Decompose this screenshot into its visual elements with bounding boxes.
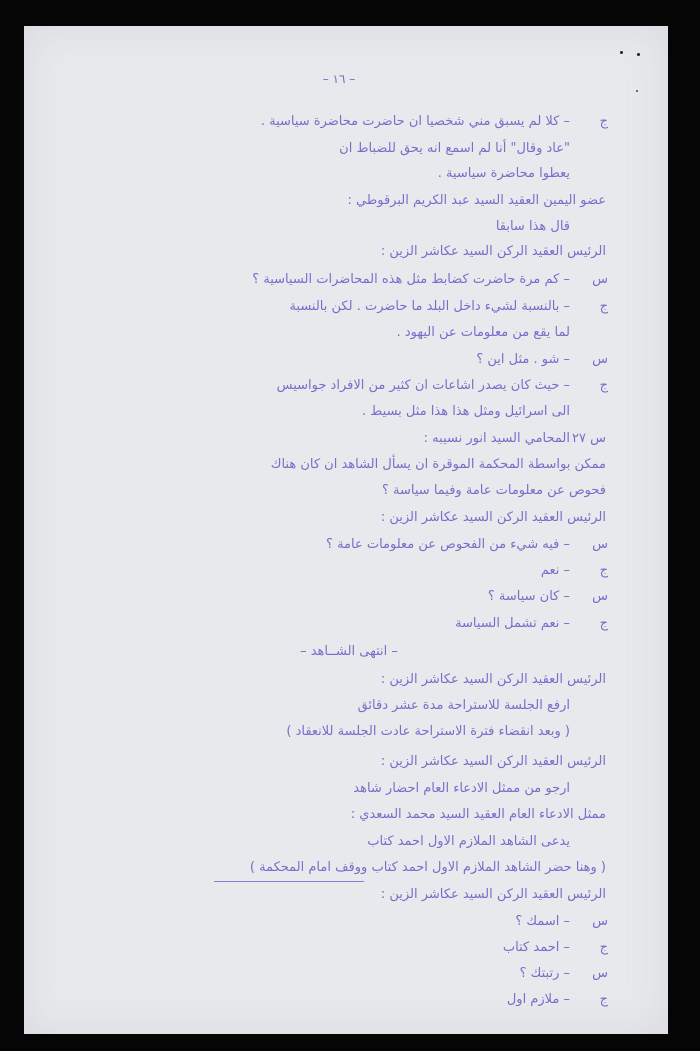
answer-marker: ج — [599, 563, 608, 578]
speaker-heading: الرئيس العقيد الركن السيد عكاشر الزين : — [380, 887, 606, 902]
answer-marker: ج — [599, 940, 608, 955]
text-line: فحوص عن معلومات عامة وفيما سياسة ؟ — [382, 483, 606, 498]
speaker-heading: الرئيس العقيد الركن السيد عكاشر الزين : — [380, 754, 606, 769]
question-line: – رتبتك ؟ — [519, 966, 570, 981]
question-marker: س — [592, 966, 608, 981]
text-line: لما يقع من معلومات عن اليهود . — [396, 325, 570, 340]
text-line: يعطوا محاضرة سياسية . — [437, 166, 570, 181]
question-line: – كم مرة حاضرت كضابط مثل هذه المحاضرات السياسية ؟ — [252, 272, 570, 287]
speaker-heading: عضو اليمين العقيد السيد عبد الكريم البرقوطي : — [347, 193, 606, 208]
speaker-heading: ممثل الادعاء العام العقيد السيد محمد السعدي : — [350, 807, 606, 822]
answer-marker: ج — [599, 992, 608, 1007]
answer-line: – نعم تشمل السياسة — [455, 616, 570, 631]
speaker-heading: الرئيس العقيد الركن السيد عكاشر الزين : — [380, 244, 606, 259]
parenthetical-line: ( وهنا حضر الشاهد الملازم الاول احمد كتاب ووقف امام المحكمة ) — [249, 860, 606, 875]
answer-line: – احمد كتاب — [502, 940, 570, 955]
question-line: – كان سياسة ؟ — [487, 589, 570, 604]
question-marker: س ٢٧ — [572, 431, 606, 446]
speaker-heading: الرئيس العقيد الركن السيد عكاشر الزين : — [380, 672, 606, 687]
question-marker: س — [592, 914, 608, 929]
witness-end-marker: – انتهى الشــاهد – — [300, 644, 398, 659]
answer-line: – نعم — [540, 563, 570, 578]
text-line: "عاد وقال" أنا لم اسمع انه يحق للضباط ان — [339, 141, 570, 156]
text-line: الى اسرائيل ومثل هذا هذا مثل بسيط . — [362, 404, 570, 419]
answer-marker: ج — [599, 378, 608, 393]
text-line: ممكن بواسطة المحكمة الموقرة ان يسأل الشاهد ان كان هناك — [270, 457, 606, 472]
answer-marker: ج — [599, 299, 608, 314]
answer-line: – بالنسبة لشيء داخل البلد ما حاضرت . لكن بالنسبة — [289, 299, 570, 314]
question-marker: س — [592, 537, 608, 552]
question-line: – فيه شيء من الفحوص عن معلومات عامة ؟ — [326, 537, 570, 552]
question-marker: س — [592, 352, 608, 367]
answer-line: – كلا لم يسبق مني شخصيا ان حاضرت محاضرة سياسية . — [260, 114, 570, 129]
question-line: – اسمك ؟ — [515, 914, 570, 929]
answer-marker: ج — [599, 616, 608, 631]
text-line: ارجو من ممثل الادعاء العام احضار شاهد — [353, 781, 570, 796]
question-line: – شو . مثل اين ؟ — [476, 352, 570, 367]
answer-marker: ج — [599, 114, 608, 129]
text-line: يدعى الشاهد الملازم الاول احمد كتاب — [367, 834, 570, 849]
question-marker: س — [592, 272, 608, 287]
text-line: ( وبعد انقضاء فترة الاستراحة عادت الجلسة للانعقاد ) — [286, 724, 570, 739]
handwritten-underline — [214, 881, 364, 882]
text-line: ارفع الجلسة للاستراحة مدة عشر دقائق — [357, 698, 570, 713]
question-marker: س — [592, 589, 608, 604]
answer-line: – ملازم اول — [506, 992, 570, 1007]
speaker-heading: المحامي السيد انور نسيبه : — [423, 431, 570, 446]
document-page — [24, 26, 668, 1034]
page-number: – ١٦ – — [322, 72, 356, 86]
speaker-heading: الرئيس العقيد الركن السيد عكاشر الزين : — [380, 510, 606, 525]
answer-line: – حيث كان يصدر اشاعات ان كثير من الافراد جواسيس — [276, 378, 570, 393]
text-line: قال هذا سابقا — [495, 219, 570, 234]
